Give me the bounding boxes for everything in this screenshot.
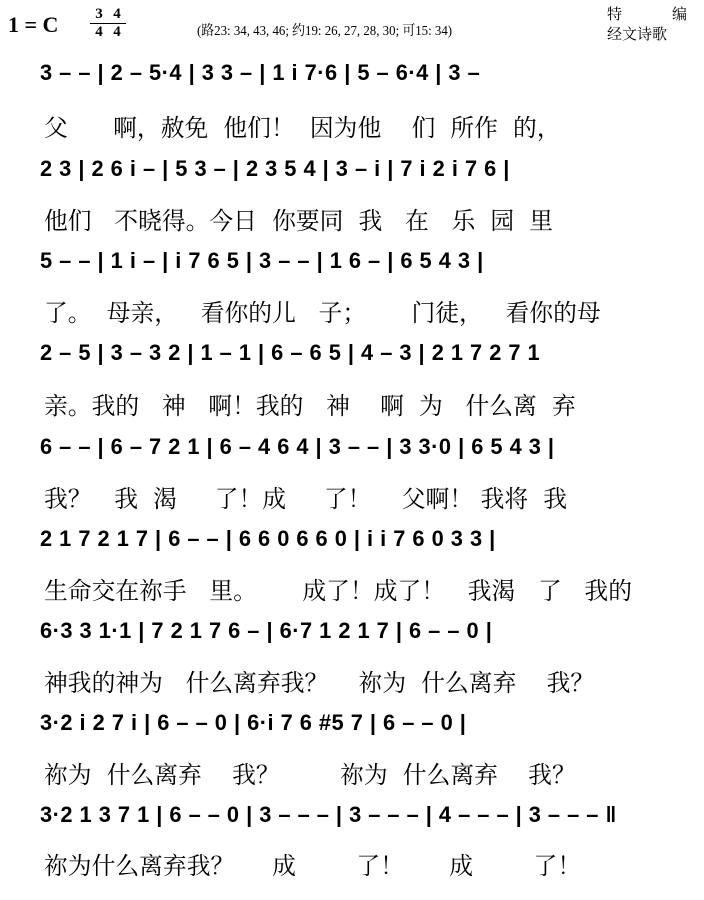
notation-line: 3 – – | 2 – 5·4 | 3 3 – | 1 i 7·6 | 5 – 6·4 | 3 – — [40, 60, 481, 85]
lyric-line: 他们 不晓得。今日 你要同 我 在 乐 园 里 — [44, 207, 554, 235]
scripture-references: (路23: 34, 43, 46; 约19: 26, 27, 28, 30; 可15: 34) — [197, 24, 453, 39]
credit — [607, 4, 687, 44]
lyric-line: 父 啊，赦免 他们！ 因为他 们 所作 的， — [44, 114, 561, 142]
notation-line: 5 – – | 1 i – | i 7 6 5 | 3 – – | 1 6 – | 6 5 4 3 | — [40, 248, 484, 273]
notation-line: 3·2 1 3 7 1 | 6 – – 0 | 3 – – – | 3 – – – | 4 – – – | 3 – – – ‖ — [40, 802, 617, 827]
notation-line: 2 – 5 | 3 – 3 2 | 1 – 1 | 6 – 6 5 | 4 – 3 | 2 1 7 2 7 1 — [40, 340, 541, 365]
credit-source: 经文诗歌 — [607, 25, 668, 43]
lyric-line: 亲。我的 神 啊！我的 神 啊 为 什么离 弃 — [44, 392, 576, 420]
credit-role — [607, 4, 687, 24]
lyric-line: 了。 母亲， 看你的儿 子； 门徒， 看你的母 — [44, 299, 601, 327]
time-signature-first — [90, 6, 108, 41]
credit-role-char-1: 特 — [607, 5, 623, 23]
time-signature-unit: 4 — [95, 24, 103, 40]
lyric-line: 神我的神为 什么离弃我？ 祢为 什么离弃 我？ — [44, 669, 595, 697]
time-signature — [90, 6, 130, 46]
lyric-line: 祢为 什么离弃 我？ 祢为 什么离弃 我？ — [44, 761, 576, 789]
notation-line: 2 3 | 2 6 i – | 5 3 – | 2 3 5 4 | 3 – i | 7 i 2 i 7 6 | — [40, 156, 510, 181]
notation-line: 6·3 3 1·1 | 7 2 1 7 6 – | 6·7 1 2 1 7 | 6 – – 0 | — [40, 618, 493, 643]
lyric-line: 生命交在祢手 里。 成了！成了！ 我渴 了 我的 — [44, 577, 632, 605]
lyric-line: 祢为什么离弃我？ 成 了！ 成 了！ — [44, 852, 582, 880]
lyric-line: 我？ 我 渴 了！成 了！ 父啊！ 我将 我 — [44, 485, 568, 513]
time-signature-beats: 4 — [108, 6, 126, 24]
time-signature-unit: 4 — [113, 24, 121, 40]
score-header — [0, 0, 704, 48]
notation-line: 6 – – | 6 – 7 2 1 | 6 – 4 6 4 | 3 – – | 3 3·0 | 6 5 4 3 | — [40, 434, 555, 459]
time-signature-beats: 3 — [90, 6, 108, 24]
time-signature-second — [108, 6, 126, 41]
notation-line: 2 1 7 2 1 7 | 6 – – | 6 6 0 6 6 0 | i i 7 6 0 3 3 | — [40, 526, 496, 551]
credit-role-char-2: 编 — [671, 5, 687, 23]
notation-line: 3·2 i 2 7 i | 6 – – 0 | 6·i 7 6 #5 7 | 6 – – 0 | — [40, 710, 467, 735]
key-signature: 1 = C — [8, 12, 59, 37]
